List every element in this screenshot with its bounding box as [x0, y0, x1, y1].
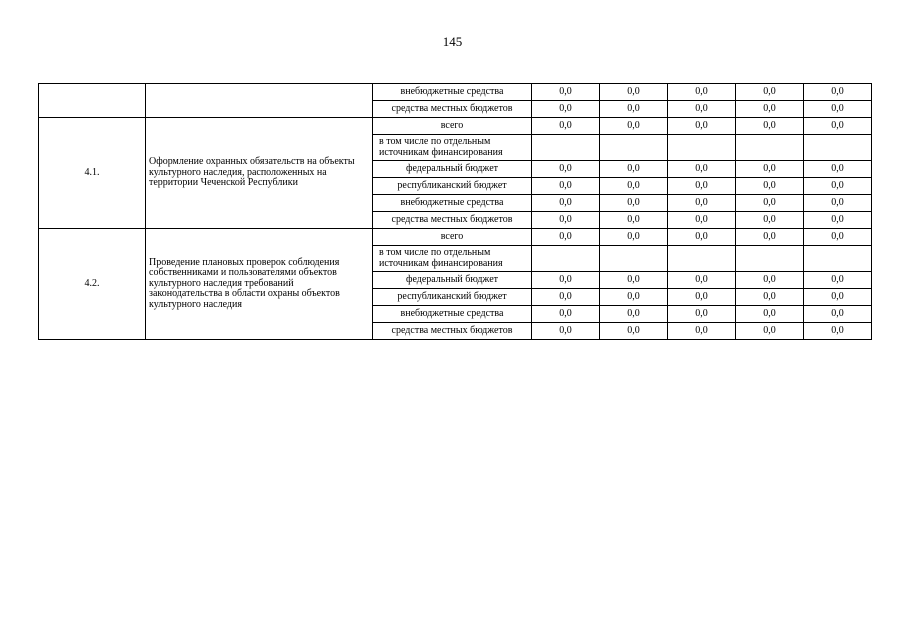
value-cell: 0,0: [600, 161, 668, 178]
value-cell: 0,0: [668, 101, 736, 118]
value-cell: 0,0: [600, 195, 668, 212]
value-cell: 0,0: [532, 161, 600, 178]
source-cell: средства местных бюджетов: [373, 101, 532, 118]
source-cell: в том числе по отдельным источникам финансирования: [373, 246, 532, 272]
source-cell: всего: [373, 118, 532, 135]
value-cell: [804, 246, 872, 272]
table-row: [39, 118, 872, 135]
value-cell: [532, 246, 600, 272]
value-cell: 0,0: [736, 84, 804, 101]
source-cell: внебюджетные средства: [373, 84, 532, 101]
value-cell: 0,0: [668, 195, 736, 212]
value-cell: 0,0: [600, 178, 668, 195]
value-cell: 0,0: [804, 306, 872, 323]
source-cell: республиканский бюджет: [373, 289, 532, 306]
value-cell: [736, 135, 804, 161]
value-cell: 0,0: [736, 161, 804, 178]
value-cell: 0,0: [532, 195, 600, 212]
value-cell: 0,0: [804, 118, 872, 135]
funding-table-body: [39, 84, 872, 340]
value-cell: 0,0: [532, 178, 600, 195]
source-cell: республиканский бюджет: [373, 178, 532, 195]
table-row: [39, 229, 872, 246]
continuation-name-cell: [146, 84, 373, 118]
value-cell: 0,0: [804, 289, 872, 306]
item-number-cell: 4.1.: [39, 118, 146, 229]
value-cell: 0,0: [532, 118, 600, 135]
value-cell: [600, 246, 668, 272]
continuation-num-cell: [39, 84, 146, 118]
value-cell: 0,0: [668, 212, 736, 229]
source-cell: федеральный бюджет: [373, 272, 532, 289]
value-cell: 0,0: [668, 229, 736, 246]
table-row: [39, 84, 872, 101]
value-cell: 0,0: [804, 195, 872, 212]
value-cell: [600, 135, 668, 161]
funding-table: [38, 83, 872, 340]
value-cell: 0,0: [804, 161, 872, 178]
value-cell: 0,0: [804, 323, 872, 340]
value-cell: 0,0: [532, 101, 600, 118]
value-cell: 0,0: [532, 212, 600, 229]
value-cell: 0,0: [736, 306, 804, 323]
value-cell: 0,0: [600, 306, 668, 323]
value-cell: 0,0: [600, 272, 668, 289]
source-cell: средства местных бюджетов: [373, 323, 532, 340]
value-cell: 0,0: [532, 272, 600, 289]
value-cell: 0,0: [736, 195, 804, 212]
value-cell: 0,0: [532, 84, 600, 101]
value-cell: 0,0: [668, 161, 736, 178]
value-cell: 0,0: [600, 229, 668, 246]
value-cell: 0,0: [532, 323, 600, 340]
value-cell: 0,0: [668, 272, 736, 289]
source-cell: внебюджетные средства: [373, 195, 532, 212]
value-cell: 0,0: [804, 272, 872, 289]
value-cell: 0,0: [736, 289, 804, 306]
value-cell: 0,0: [736, 323, 804, 340]
value-cell: 0,0: [736, 101, 804, 118]
value-cell: [736, 246, 804, 272]
value-cell: 0,0: [600, 84, 668, 101]
value-cell: 0,0: [668, 84, 736, 101]
value-cell: [532, 135, 600, 161]
value-cell: 0,0: [600, 212, 668, 229]
value-cell: 0,0: [668, 118, 736, 135]
value-cell: 0,0: [600, 289, 668, 306]
item-name-cell: Оформление охранных обязательств на объекты культурного наследия, расположенных на территории Чеченской Республики: [146, 118, 373, 229]
value-cell: 0,0: [804, 84, 872, 101]
source-cell: федеральный бюджет: [373, 161, 532, 178]
source-cell: в том числе по отдельным источникам финансирования: [373, 135, 532, 161]
value-cell: 0,0: [804, 178, 872, 195]
source-cell: средства местных бюджетов: [373, 212, 532, 229]
value-cell: 0,0: [532, 306, 600, 323]
value-cell: 0,0: [736, 272, 804, 289]
value-cell: 0,0: [668, 178, 736, 195]
value-cell: 0,0: [804, 229, 872, 246]
value-cell: [804, 135, 872, 161]
value-cell: 0,0: [532, 289, 600, 306]
value-cell: [668, 135, 736, 161]
value-cell: [668, 246, 736, 272]
value-cell: 0,0: [668, 306, 736, 323]
value-cell: 0,0: [668, 323, 736, 340]
item-number-cell: 4.2.: [39, 229, 146, 340]
value-cell: 0,0: [804, 101, 872, 118]
value-cell: 0,0: [736, 212, 804, 229]
value-cell: 0,0: [600, 101, 668, 118]
value-cell: 0,0: [600, 323, 668, 340]
value-cell: 0,0: [532, 229, 600, 246]
page-number: 145: [442, 34, 463, 49]
value-cell: 0,0: [600, 118, 668, 135]
value-cell: 0,0: [736, 178, 804, 195]
item-name-cell: Проведение плановых проверок соблюдения собственниками и пользователями объектов культурного наследия требований законодательства в области охраны объектов культурного наследия: [146, 229, 373, 340]
value-cell: 0,0: [668, 289, 736, 306]
value-cell: 0,0: [736, 229, 804, 246]
value-cell: 0,0: [804, 212, 872, 229]
source-cell: всего: [373, 229, 532, 246]
value-cell: 0,0: [736, 118, 804, 135]
source-cell: внебюджетные средства: [373, 306, 532, 323]
